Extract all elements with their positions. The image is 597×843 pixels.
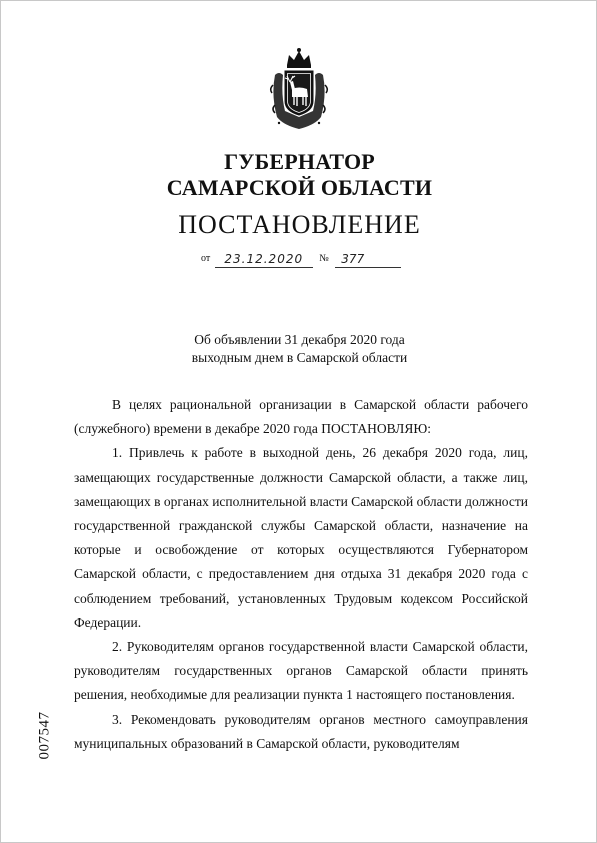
subject-line-2: выходным днем в Самарской области xyxy=(191,350,408,365)
serial-stamp xyxy=(35,701,55,771)
subject-line-1: Об объявлении 31 декабря 2020 года xyxy=(194,332,405,347)
number-label: № xyxy=(319,253,329,264)
document-subject xyxy=(1,331,597,367)
region-title: САМАРСКОЙ ОБЛАСТИ xyxy=(166,175,433,200)
date-label: от xyxy=(201,253,211,264)
governor-title: ГУБЕРНАТОР xyxy=(224,149,375,174)
clause-1-paragraph: 1. Привлечь к работе в выходной день, 26 декабря 2020 года, лиц, замещающих государственные должности Самарской области, а также лиц, замещающих в органах исполнительной власти Самарской области должности государственной гражданской службы Самарской области, назначение на которые и освобождение от которых осуществляются Губернатором Самарской области, с предоставлением дня отдыха 31 декабря 2020 года с соблюдением требований, установленных Трудовым кодексом Российской Федерации. xyxy=(74,445,529,630)
handwritten-number: 377 xyxy=(335,251,401,268)
preamble-paragraph: В целях рациональной организации в Самарской области рабочего (служебного) времени в декабре 2020 года ПОСТАНОВЛЯЮ: xyxy=(74,397,528,437)
document-body xyxy=(74,393,528,756)
serial-number: 007547 xyxy=(36,711,53,760)
document-type: ПОСТАНОВЛЕНИЕ xyxy=(178,210,421,239)
handwritten-date: 23.12.2020 xyxy=(215,251,313,268)
clause-2-paragraph: 2. Руководителям органов государственной власти Самарской области, руководителям государственных органов Самарской области принять решения, необходимые для реализации пункта 1 настоящего постановления. xyxy=(74,639,528,703)
clause-3-paragraph: 3. Рекомендовать руководителям органов местного самоуправления муниципальных образований в Самарской области, руководителям xyxy=(74,711,528,751)
registration-line xyxy=(201,250,401,268)
samara-coat-of-arms-icon xyxy=(269,45,329,131)
